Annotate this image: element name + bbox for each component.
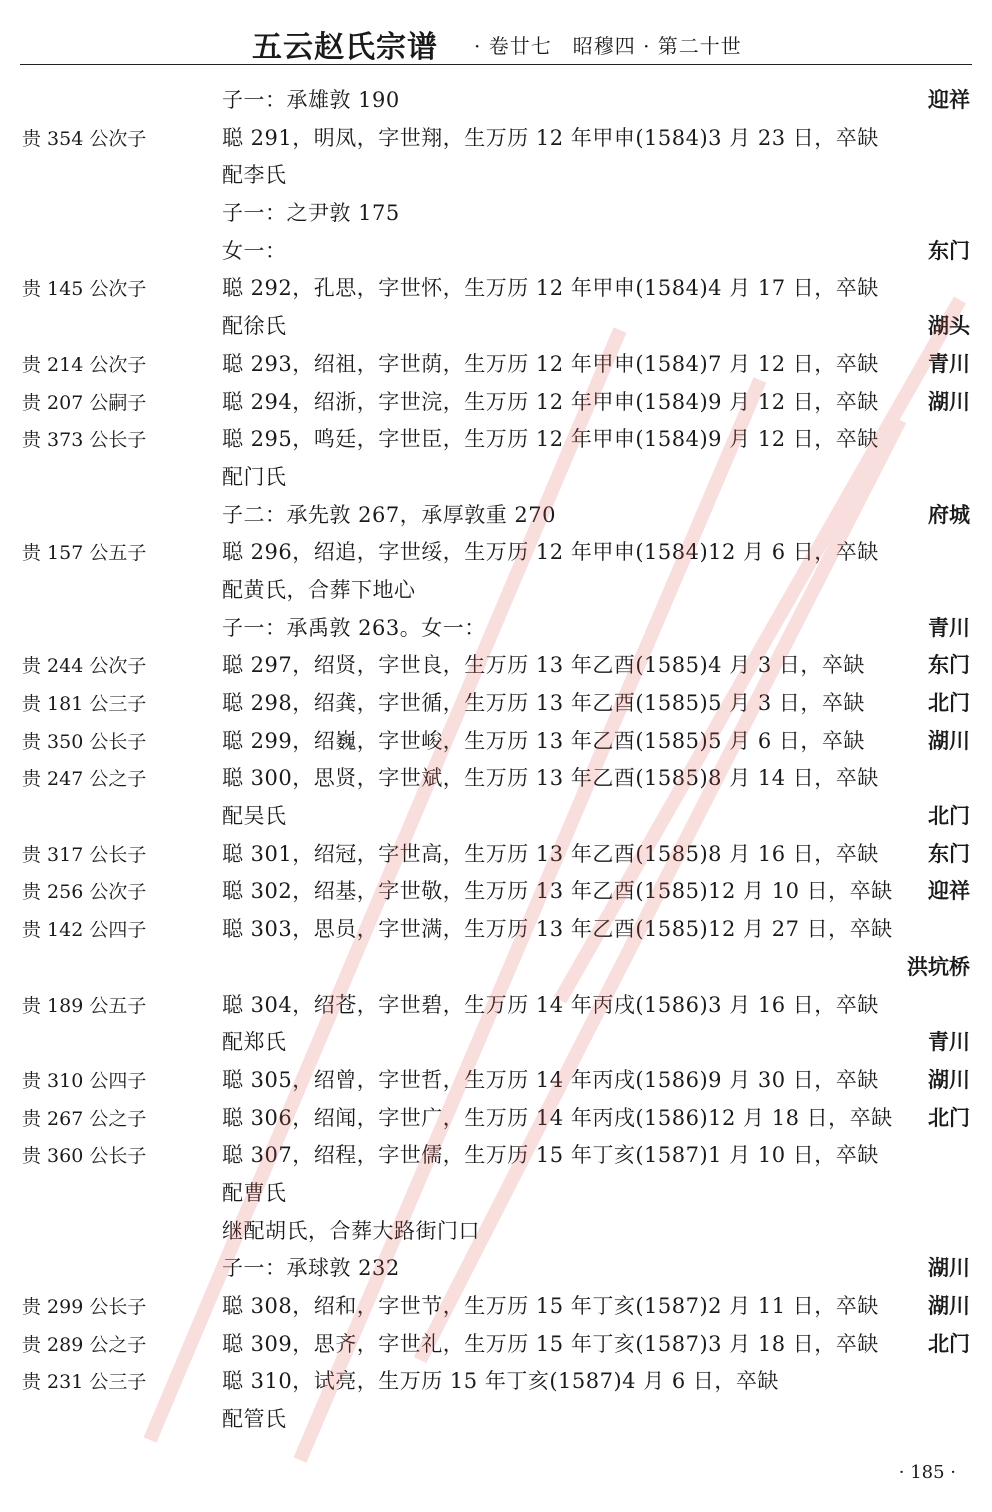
parent-label: 贵 256 公次子 bbox=[22, 881, 147, 904]
entry-text: 配徐氏 bbox=[222, 314, 287, 339]
entry-row bbox=[0, 536, 992, 574]
parent-label: 贵 317 公长子 bbox=[22, 843, 147, 866]
page-header bbox=[20, 18, 972, 65]
entry-text: 聪 309，思齐，字世礼，生万历 15 年丁亥(1587)3 月 18 日，卒缺 bbox=[222, 1331, 879, 1356]
parent-label: 贵 142 公四子 bbox=[22, 919, 147, 942]
entry-text: 聪 292，孔思，字世怀，生万历 12 年甲申(1584)4 月 17 日，卒缺 bbox=[222, 276, 879, 301]
entry-row bbox=[0, 1290, 992, 1328]
entry-text: 聪 299，绍巍，字世峻，生万历 13 年乙酉(1585)5 月 6 日，卒缺 bbox=[222, 728, 865, 753]
entry-row bbox=[0, 423, 992, 461]
entry-row bbox=[0, 1252, 992, 1290]
entry-row bbox=[0, 1328, 992, 1366]
parent-label: 贵 244 公次子 bbox=[22, 655, 147, 678]
entry-row bbox=[0, 1026, 992, 1064]
entry-text: 配李氏 bbox=[222, 163, 287, 188]
parent-label: 贵 310 公四子 bbox=[22, 1069, 147, 1092]
entry-text: 配吴氏 bbox=[222, 804, 287, 829]
entry-text: 配门氏 bbox=[222, 464, 287, 489]
parent-label: 贵 289 公之子 bbox=[22, 1333, 147, 1356]
volume-subtitle: · 卷廿七 昭穆四 · 第二十世 bbox=[474, 34, 742, 58]
place-name: 东门 bbox=[928, 237, 970, 263]
entry-row bbox=[0, 159, 992, 197]
place-name: 湖川 bbox=[928, 727, 970, 753]
entry-text: 子二：承先敦 267，承厚敦重 270 bbox=[222, 502, 557, 527]
parent-label: 贵 214 公次子 bbox=[22, 353, 147, 376]
parent-label: 贵 207 公嗣子 bbox=[22, 391, 147, 414]
entry-text: 聪 308，绍和，字世节，生万历 15 年丁亥(1587)2 月 11 日，卒缺 bbox=[222, 1294, 879, 1318]
parent-label: 贵 350 公长子 bbox=[22, 730, 147, 753]
page-number: · 185 · bbox=[898, 1462, 956, 1483]
place-name: 洪坑桥 bbox=[907, 953, 970, 979]
entry-text: 子一：承雄敦 190 bbox=[222, 88, 400, 112]
entry-text: 子一：之尹敦 175 bbox=[222, 201, 400, 226]
parent-label: 贵 189 公五子 bbox=[22, 994, 147, 1017]
place-name: 青川 bbox=[928, 350, 970, 376]
place-name: 北门 bbox=[928, 1330, 970, 1356]
entry-row bbox=[0, 84, 992, 122]
entry-text: 聪 307，绍程，字世儒，生万历 15 年丁亥(1587)1 月 10 日，卒缺 bbox=[222, 1143, 879, 1168]
place-name: 湖川 bbox=[928, 1066, 970, 1092]
entry-text: 聪 304，绍苍，字世碧，生万历 14 年丙戌(1586)3 月 16 日，卒缺 bbox=[222, 992, 879, 1017]
entry-text: 子一：承球敦 232 bbox=[222, 1256, 400, 1281]
place-name: 北门 bbox=[928, 1104, 970, 1130]
place-name: 青川 bbox=[928, 614, 970, 640]
entry-row bbox=[0, 461, 992, 499]
book-title: 五云赵氏宗谱 bbox=[252, 30, 438, 65]
entry-row bbox=[0, 951, 992, 989]
parent-label: 贵 247 公之子 bbox=[22, 768, 147, 791]
entry-text: 聪 298，绍龚，字世循，生万历 13 年乙酉(1585)5 月 3 日，卒缺 bbox=[222, 691, 865, 715]
entry-text: 聪 303，思员，字世满，生万历 13 年乙酉(1585)12 月 27 日，卒缺 bbox=[222, 917, 893, 942]
entry-row bbox=[0, 800, 992, 838]
parent-label: 贵 267 公之子 bbox=[22, 1107, 147, 1130]
place-name: 湖头 bbox=[928, 313, 970, 339]
place-name: 府城 bbox=[928, 501, 970, 527]
entry-text: 聪 305，绍曾，字世哲，生万历 14 年丙戌(1586)9 月 30 日，卒缺 bbox=[222, 1067, 879, 1092]
entry-text: 配管氏 bbox=[222, 1407, 287, 1432]
place-name: 北门 bbox=[928, 803, 970, 829]
genealogy-entries bbox=[0, 84, 992, 1441]
entry-text: 聪 306，绍闻，字世广，生万历 14 年丙戌(1586)12 月 18 日，卒缺 bbox=[222, 1105, 893, 1130]
place-name: 湖川 bbox=[928, 1255, 970, 1281]
entry-row bbox=[0, 725, 992, 763]
parent-label: 贵 231 公三子 bbox=[22, 1371, 147, 1394]
entry-text: 聪 297，绍贤，字世良，生万历 13 年乙酉(1585)4 月 3 日，卒缺 bbox=[222, 653, 865, 678]
entry-row bbox=[0, 272, 992, 310]
place-name: 迎祥 bbox=[928, 87, 970, 112]
entry-row bbox=[0, 762, 992, 800]
parent-label: 贵 373 公长子 bbox=[22, 429, 147, 452]
entry-row bbox=[0, 1102, 992, 1140]
entry-text: 聪 295，鸣廷，字世臣，生万历 12 年甲申(1584)9 月 12 日，卒缺 bbox=[222, 427, 879, 452]
entry-row bbox=[0, 838, 992, 876]
entry-text: 聪 302，绍基，字世敬，生万历 13 年乙酉(1585)12 月 10 日，卒缺 bbox=[222, 879, 893, 904]
entry-row bbox=[0, 875, 992, 913]
entry-row bbox=[0, 574, 992, 612]
entry-text: 聪 300，思贤，字世斌，生万历 13 年乙酉(1585)8 月 14 日，卒缺 bbox=[222, 766, 879, 791]
place-name: 东门 bbox=[928, 652, 970, 678]
entry-row bbox=[0, 612, 992, 650]
parent-label: 贵 157 公五子 bbox=[22, 542, 147, 565]
place-name: 迎祥 bbox=[928, 878, 970, 904]
parent-label: 贵 145 公次子 bbox=[22, 278, 147, 301]
place-name: 湖川 bbox=[928, 388, 970, 414]
entry-text: 配黄氏，合葬下地心 bbox=[222, 577, 416, 602]
place-name: 北门 bbox=[928, 690, 970, 715]
parent-label: 贵 181 公三子 bbox=[22, 693, 147, 715]
entry-row bbox=[0, 1064, 992, 1102]
parent-label: 贵 299 公长子 bbox=[22, 1296, 147, 1318]
entry-text: 子一：承禹敦 263。女一： bbox=[222, 615, 486, 640]
entry-text: 聪 301，绍冠，字世高，生万历 13 年乙酉(1585)8 月 16 日，卒缺 bbox=[222, 841, 879, 866]
entry-row bbox=[0, 1215, 992, 1253]
place-name: 青川 bbox=[928, 1029, 970, 1055]
entry-row bbox=[0, 649, 992, 687]
entry-row bbox=[0, 1365, 992, 1403]
entry-text: 聪 293，绍祖，字世荫，生万历 12 年甲申(1584)7 月 12 日，卒缺 bbox=[222, 351, 879, 376]
entry-row bbox=[0, 348, 992, 386]
parent-label: 贵 354 公次子 bbox=[22, 127, 147, 150]
entry-row bbox=[0, 499, 992, 537]
entry-text: 配郑氏 bbox=[222, 1030, 287, 1055]
parent-label: 贵 360 公长子 bbox=[22, 1145, 147, 1168]
entry-row bbox=[0, 197, 992, 235]
entry-row bbox=[0, 913, 992, 951]
entry-row bbox=[0, 122, 992, 160]
entry-text: 继配胡氏，合葬大路街门口 bbox=[222, 1218, 480, 1243]
entry-row bbox=[0, 386, 992, 424]
entry-text: 配曹氏 bbox=[222, 1180, 287, 1205]
entry-row bbox=[0, 1177, 992, 1215]
entry-text: 女一： bbox=[222, 238, 287, 263]
entry-row bbox=[0, 989, 992, 1027]
entry-row bbox=[0, 1403, 992, 1441]
place-name: 东门 bbox=[928, 840, 970, 866]
entry-text: 聪 310，试亮，生万历 15 年丁亥(1587)4 月 6 日，卒缺 bbox=[222, 1369, 779, 1394]
entry-row bbox=[0, 310, 992, 348]
entry-text: 聪 296，绍追，字世绥，生万历 12 年甲申(1584)12 月 6 日，卒缺 bbox=[222, 540, 879, 565]
entry-row bbox=[0, 687, 992, 725]
place-name: 湖川 bbox=[928, 1293, 970, 1318]
entry-row bbox=[0, 1139, 992, 1177]
entry-row bbox=[0, 235, 992, 273]
entry-text: 聪 294，绍浙，字世浣，生万历 12 年甲申(1584)9 月 12 日，卒缺 bbox=[222, 389, 879, 414]
entry-text: 聪 291，明凤，字世翔，生万历 12 年甲申(1584)3 月 23 日，卒缺 bbox=[222, 125, 879, 150]
